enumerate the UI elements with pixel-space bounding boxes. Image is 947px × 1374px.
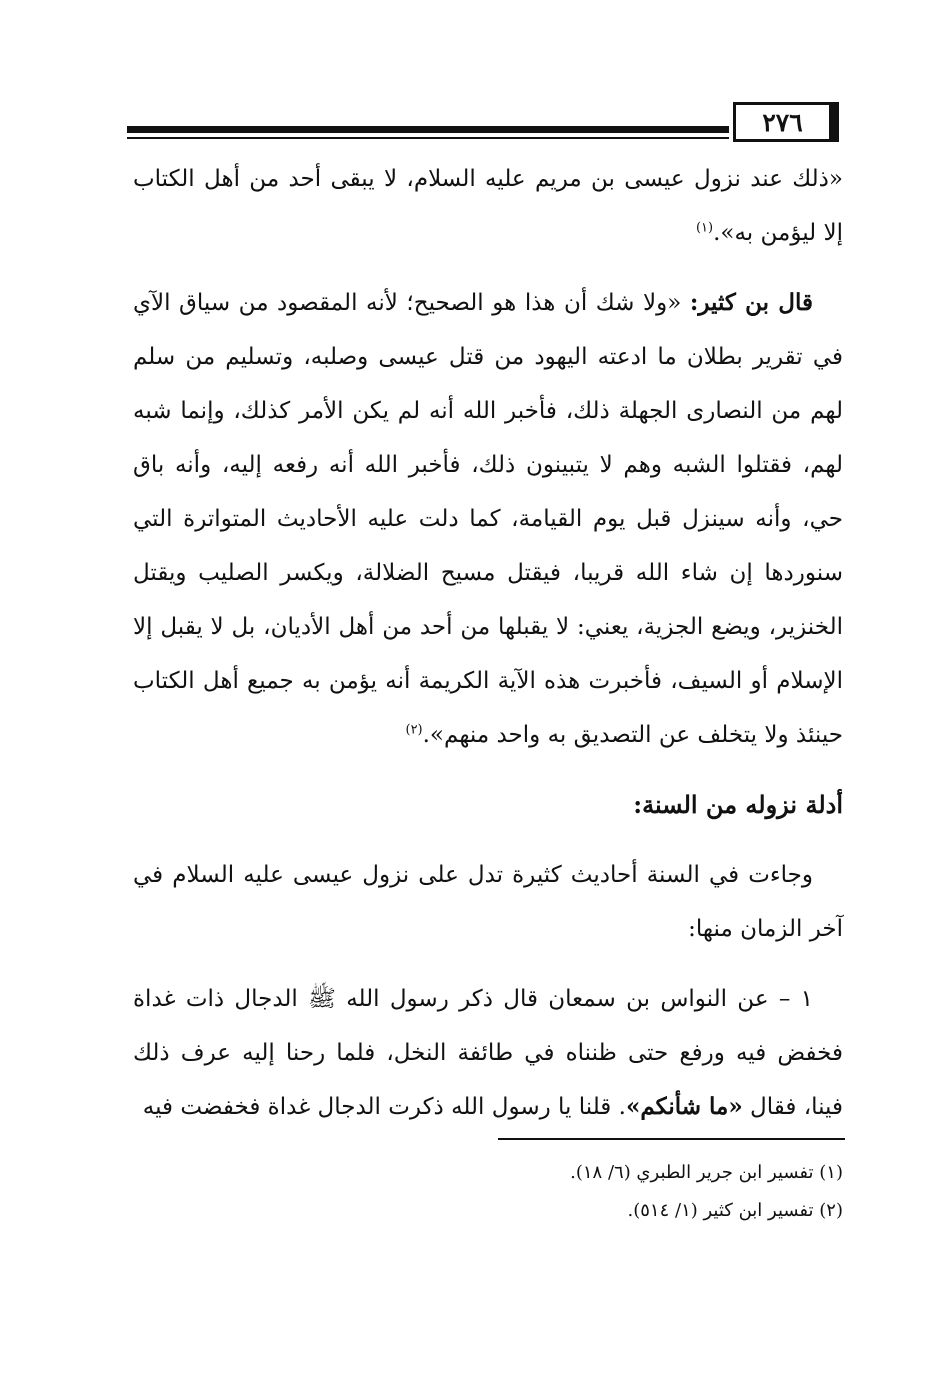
footnote-1: (١) تفسير ابن جرير الطبري (٦/ ١٨). bbox=[570, 1162, 843, 1183]
header-rule-thick bbox=[127, 126, 729, 133]
page-number: ٢٧٦ bbox=[733, 102, 839, 142]
paragraph-quote-tabari bbox=[133, 152, 843, 260]
footnote-divider bbox=[498, 1138, 845, 1140]
speaker-lead: قال بن كثير: bbox=[689, 289, 813, 316]
footnote-2: (٢) تفسير ابن كثير (١/ ٥١٤). bbox=[627, 1200, 843, 1221]
paragraph-hadith-1 bbox=[133, 972, 843, 1134]
paragraph-ibn-kathir bbox=[133, 276, 843, 762]
paragraph-text: ١ – عن النواس بن سمعان قال ذكر رسول الله ﷺ الدجال ذات غداة فخفض فيه ورفع حتى ظنناه في طائفة النخل، فلما رحنا إليه عرف ذلك فينا، فقال bbox=[133, 986, 843, 1120]
paragraph-text: «ذلك عند نزول عيسى بن مريم عليه السلام، لا يبقى أحد من أهل الكتاب إلا ليؤمن به». bbox=[133, 166, 843, 246]
footnote-ref-2: (٢) bbox=[405, 722, 423, 738]
header-rule-thin bbox=[127, 137, 729, 139]
footnotes bbox=[133, 1154, 843, 1230]
page-header bbox=[127, 100, 839, 148]
section-heading: أدلة نزوله من السنة: bbox=[633, 790, 843, 819]
page-body bbox=[133, 152, 843, 1134]
quoted-phrase: «ما شأنكم» bbox=[625, 1093, 743, 1120]
paragraph-intro: وجاءت في السنة أحاديث كثيرة تدل على نزول عيسى عليه السلام في آخر الزمان منها: bbox=[133, 862, 843, 942]
paragraph-text: «ولا شك أن هذا هو الصحيح؛ لأنه المقصود من سياق الآي في تقرير بطلان ما ادعته اليهود من قتل عيسى وصلبه، وتسليم من سلم لهم من النصارى الجهلة ذلك، فأخبر الله أنه لم يكن الأمر كذلك، وإنما شبه لهم، فقتلوا الشبه وهم لا يتبينون ذلك، فأخبر الله أنه رفعه إليه، وأنه باق حي، وأنه سينزل قبل يوم القيامة، كما دلت عليه الأحاديث المتواترة التي سنوردها إن شاء الله قريبا، فيقتل مسيح الضلالة، ويكسر الصليب ويقتل الخنزير، ويضع الجزية، يعني: لا يقبلها من أحد من أهل الأديان، بل لا يقبل إلا الإسلام أو السيف، فأخبرت هذه الآية الكريمة أنه يؤمن به جميع أهل الكتاب حينئذ ولا يتخلف عن التصديق به واحد منهم». bbox=[133, 290, 843, 748]
paragraph-text: . قلنا يا رسول الله ذكرت الدجال غداة فخفضت فيه bbox=[142, 1094, 626, 1120]
footnote-ref-1: (١) bbox=[695, 220, 714, 236]
